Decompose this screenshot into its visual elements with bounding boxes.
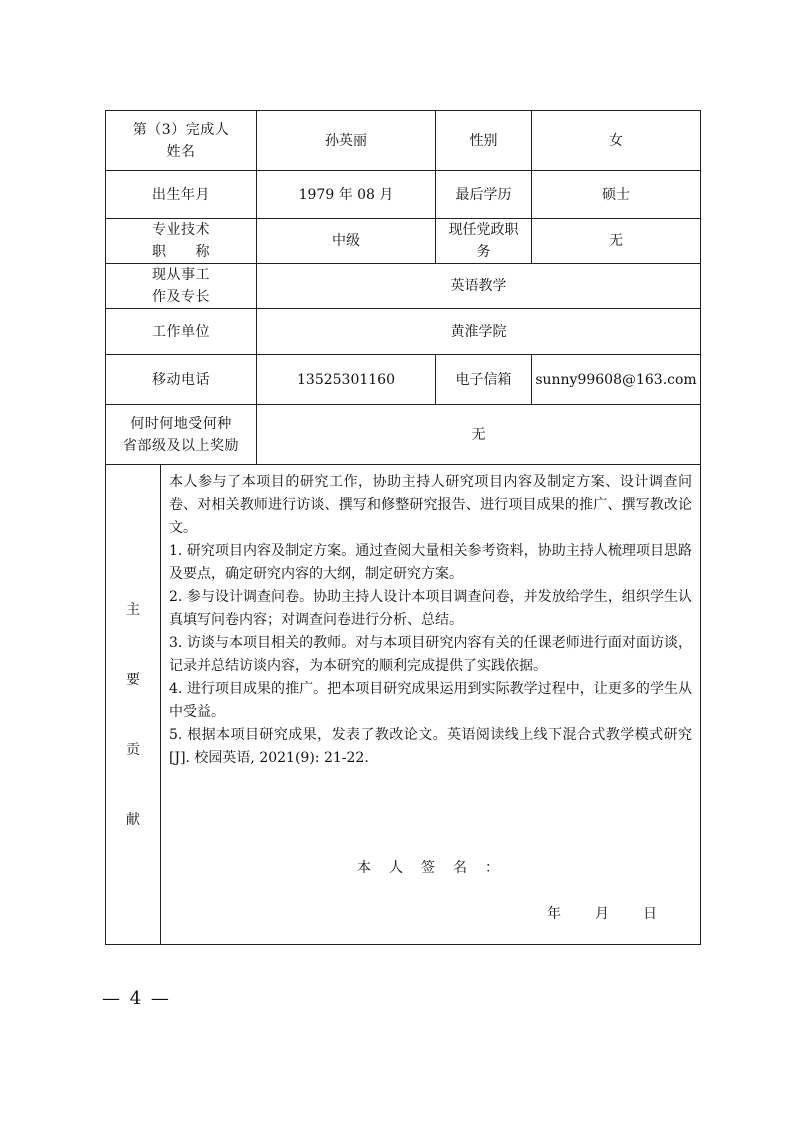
title-label-cell <box>106 219 257 264</box>
title-label-line1: 专业技术 <box>152 222 210 238</box>
post-label-line2: 务 <box>476 244 491 260</box>
title-value: 中级 <box>257 219 436 264</box>
contribution-label-char: 主 <box>126 601 140 618</box>
contribution-text <box>161 465 700 770</box>
post-label-line1: 现任党政职 <box>448 222 519 238</box>
birth-value: 1979 年 08 月 <box>257 171 436 219</box>
award-label-line1: 何时何地受何种 <box>130 415 232 432</box>
award-label-cell <box>106 405 257 465</box>
contribution-label-cell <box>106 465 161 945</box>
contribution-label-char: 献 <box>126 811 140 828</box>
post-label-cell <box>436 219 532 264</box>
specialty-value: 英语教学 <box>257 264 701 309</box>
name-label-cell <box>106 111 257 171</box>
gender-label: 性别 <box>436 111 532 171</box>
specialty-label-line2: 作及专长 <box>152 289 210 305</box>
specialty-label-line1: 现从事工 <box>152 267 210 283</box>
contribution-paragraph: 5. 根据本项目研究成果，发表了教改论文。英语阅读线上线下混合式教学模式研究[J]. 校园英语, 2021(9): 21-22. <box>169 727 693 766</box>
date-day: 日 <box>643 906 657 922</box>
workplace-label: 工作单位 <box>106 309 257 355</box>
phone-value: 13525301160 <box>257 355 436 405</box>
email-label: 电子信箱 <box>436 355 532 405</box>
page-number: — 4 — <box>102 988 171 1009</box>
title-label-line2: 职 称 <box>152 244 210 260</box>
contribution-label-char: 贡 <box>126 741 140 758</box>
education-label: 最后学历 <box>436 171 532 219</box>
date-year: 年 <box>547 906 561 922</box>
signature-date <box>547 903 691 925</box>
award-value: 无 <box>257 405 701 465</box>
contribution-label-char: 要 <box>126 671 140 688</box>
completer-info-table <box>105 110 701 945</box>
date-month: 月 <box>595 906 609 922</box>
gender-value: 女 <box>532 111 701 171</box>
post-value: 无 <box>532 219 701 264</box>
contribution-content-cell <box>161 465 701 945</box>
contribution-paragraph: 2. 参与设计调查问卷。协助主持人设计本项目调查问卷，并发放给学生，组织学生认真填写问卷内容；对调查问卷进行分析、总结。 <box>169 589 693 628</box>
email-value: sunny99608@163.com <box>532 355 701 405</box>
contribution-paragraph: 3. 访谈与本项目相关的教师。对与本项目研究内容有关的任课老师进行面对面访谈，记录并总结访谈内容，为本研究的顺利完成提供了实践依据。 <box>169 635 693 674</box>
contribution-paragraph: 本人参与了本项目的研究工作，协助主持人研究项目内容及制定方案、设计调查问卷、对相关教师进行访谈、撰写和修整研究报告、进行项目成果的推广、撰写教改论文。 <box>169 474 693 536</box>
birth-label: 出生年月 <box>106 171 257 219</box>
contribution-paragraph: 4. 进行项目成果的推广。把本项目研究成果运用到实际教学过程中，让更多的学生从中受益。 <box>169 681 693 720</box>
name-label-line2: 姓名 <box>166 143 196 160</box>
education-value: 硕士 <box>532 171 701 219</box>
signature-label: 本人签名： <box>357 860 517 876</box>
phone-label: 移动电话 <box>106 355 257 405</box>
name-value: 孙英丽 <box>257 111 436 171</box>
contribution-paragraph: 1. 研究项目内容及制定方案。通过查阅大量相关参考资料，协助主持人梳理项目思路及要点，确定研究内容的大纲，制定研究方案。 <box>169 543 693 582</box>
name-label-line1: 第（3）完成人 <box>132 121 230 138</box>
workplace-value: 黄淮学院 <box>257 309 701 355</box>
award-label-line2: 省部级及以上奖励 <box>123 437 239 454</box>
specialty-label-cell <box>106 264 257 309</box>
